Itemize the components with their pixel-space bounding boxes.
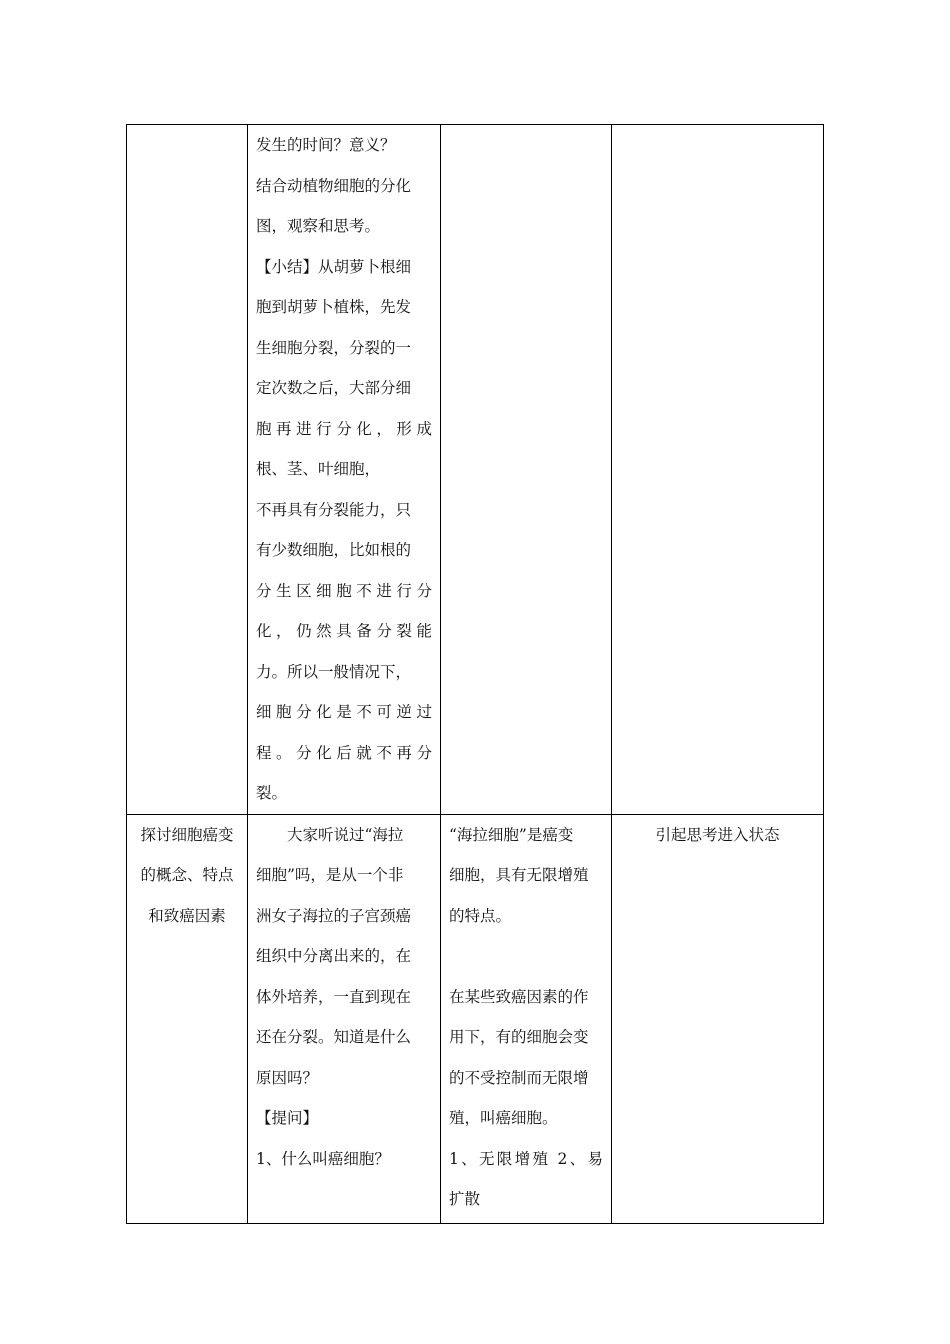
row1-design-intent-cell bbox=[612, 125, 824, 815]
row1-teacher-activity-cell bbox=[248, 125, 441, 815]
text-line: 的特点。 bbox=[449, 906, 512, 925]
text-line: 裂。 bbox=[256, 784, 288, 802]
text-line: 用下，有的细胞会变 bbox=[449, 1028, 589, 1046]
text-line: 组织中分离出来的，在 bbox=[256, 947, 412, 965]
text-line: 殖，叫癌细胞。 bbox=[449, 1109, 558, 1127]
text-line: “海拉细胞”是癌变 bbox=[449, 825, 574, 844]
text-line: 分生区细胞不进行分 bbox=[256, 581, 432, 600]
row1-stage-cell bbox=[127, 125, 248, 815]
text-line: 胞再进行分化，形成 bbox=[256, 419, 432, 438]
text-line: 程。分化后就不再分 bbox=[256, 743, 432, 762]
table-row bbox=[127, 125, 824, 815]
text-line: 生细胞分裂，分裂的一 bbox=[256, 338, 412, 357]
lesson-plan-table bbox=[126, 124, 824, 1224]
text-line: 扩散 bbox=[449, 1190, 481, 1208]
text-line: 有少数细胞，比如根的 bbox=[256, 541, 412, 559]
text-line: 原因吗？ bbox=[256, 1068, 319, 1087]
text-line: 细胞，具有无限增殖 bbox=[449, 866, 589, 884]
text-line: 结合动植物细胞的分化 bbox=[256, 176, 412, 195]
row2-student-activity-cell bbox=[441, 814, 612, 1223]
text-line: 1、无限增殖 2、易 bbox=[449, 1149, 603, 1168]
text-line: 引起思考进入状态 bbox=[655, 825, 780, 844]
text-line: 【提问】 bbox=[256, 1109, 319, 1127]
text-line: 发生的时间？意义？ bbox=[256, 136, 396, 154]
row2-design-intent-cell bbox=[612, 814, 824, 1223]
text-line: 洲女子海拉的子宫颈癌 bbox=[256, 906, 412, 925]
text-line: 的不受控制而无限增 bbox=[449, 1068, 589, 1087]
text-line: 在某些致癌因素的作 bbox=[449, 987, 589, 1006]
row2-teacher-activity-cell bbox=[248, 814, 441, 1223]
text-line: 胞到胡萝卜植株，先发 bbox=[256, 298, 412, 316]
text-line: 力。所以一般情况下， bbox=[256, 662, 412, 681]
text-line: 和致癌因素 bbox=[148, 906, 226, 925]
text-line: 根、茎、叶细胞， bbox=[256, 460, 381, 478]
row2-stage-cell bbox=[127, 814, 248, 1223]
text-line: 1、什么叫癌细胞？ bbox=[256, 1149, 390, 1168]
text-line: 还在分裂。知道是什么 bbox=[256, 1028, 412, 1046]
text-line: 探讨细胞癌变 bbox=[140, 825, 234, 844]
text-line: 图，观察和思考。 bbox=[256, 217, 381, 235]
blank-line bbox=[449, 936, 603, 977]
text-line: 【小结】从胡萝卜根细 bbox=[256, 257, 412, 276]
row1-student-activity-cell bbox=[441, 125, 612, 815]
text-line: 细胞”吗，是从一个非 bbox=[256, 866, 404, 884]
text-line: 不再具有分裂能力，只 bbox=[256, 500, 412, 519]
text-line: 体外培养，一直到现在 bbox=[256, 987, 412, 1006]
text-line: 细胞分化是不可逆过 bbox=[256, 703, 432, 721]
table-row bbox=[127, 814, 824, 1223]
text-line: 化，仍然具备分裂能 bbox=[256, 622, 432, 640]
text-line: 大家听说过“海拉 bbox=[287, 825, 404, 844]
text-line: 的概念、特点 bbox=[140, 866, 234, 884]
text-line: 定次数之后，大部分细 bbox=[256, 379, 412, 397]
